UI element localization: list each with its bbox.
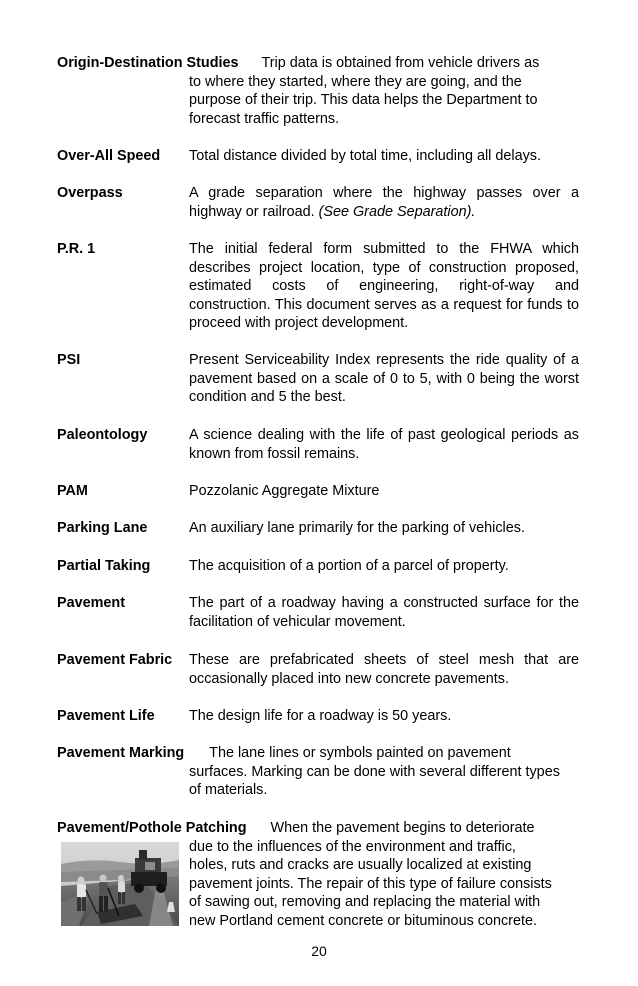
definition-line: of sawing out, removing and replacing the material with [189,894,541,910]
term: Origin-Destination Studies [57,55,239,71]
entry-pr-1 [57,240,579,333]
term: Parking Lane [57,520,148,536]
definition: These are prefabricated sheets of steel mesh that are occasionally placed into new concrete pavements. [189,652,579,687]
definition-line: of materials. [189,782,268,798]
entry-origin-destination-studies [57,54,579,128]
entry-paleontology [57,426,579,463]
entry-pavement-marking [57,744,579,800]
definition: The acquisition of a portion of a parcel of property. [189,558,509,574]
definition-line: When the pavement begins to deteriorate [270,820,535,836]
definition: An auxiliary lane primarily for the parking of vehicles. [189,520,525,536]
definition-line: Trip data is obtained from vehicle drivers as [261,55,540,71]
term: Overpass [57,185,123,201]
term: PSI [57,352,81,368]
definition: The part of a roadway having a constructed surface for the facilitation of vehicular movement. [189,595,579,630]
definition-line: to where they started, where they are going, and the [189,73,522,90]
definition: Total distance divided by total time, including all delays. [189,148,541,164]
pothole-patching-photo [61,842,179,926]
definition-line: forecast traffic patterns. [189,110,340,127]
entry-psi [57,351,579,407]
term: Pavement [57,595,125,611]
definition-line: due to the influences of the environment and traffic, [189,838,516,855]
definition: A grade separation where the highway passes over a highway or railroad. [189,185,579,220]
term: Pavement Life [57,708,155,724]
term: Pavement Marking [57,745,185,761]
entry-over-all-speed [57,147,579,166]
entry-pavement-fabric [57,651,579,688]
definition: The initial federal form submitted to the FHWA which describes project location, type of construction proposed, estimated costs of engineering, right-of-way and construction. This document serves as a request for funds to proceed with project development. [189,241,579,331]
entry-parking-lane [57,519,579,538]
definition: The design life for a roadway is 50 years. [189,708,452,724]
page-number: 20 [311,943,327,959]
definition-line: pavement joints. The repair of this type of failure consists [189,875,552,892]
term: Paleontology [57,427,148,443]
term: Pavement/Pothole Patching [57,820,247,836]
entry-pavement-life [57,707,579,726]
definition-line: new Portland cement concrete or bituminous concrete. [189,912,537,929]
entry-pam [57,482,579,501]
definition: Present Serviceability Index represents the ride quality of a pavement based on a scale of 0 to 5, with 0 being the worst condition and 5 the best. [189,352,579,405]
entry-partial-taking [57,557,579,576]
term: Pavement Fabric [57,652,173,668]
term: P.R. 1 [57,241,96,257]
term: Over-All Speed [57,148,161,164]
definition-line: holes, ruts and cracks are usually localized at existing [189,857,532,873]
entry-pavement [57,594,579,631]
entry-overpass [57,184,579,221]
definition-line: The lane lines or symbols painted on pavement [209,745,511,761]
definition: A science dealing with the life of past geological periods as known from fossil remains. [189,427,579,462]
definition-line: surfaces. Marking can be done with several different types [189,763,560,780]
definition-line: purpose of their trip. This data helps the Department to [189,92,538,108]
term: Partial Taking [57,558,151,574]
cross-reference: (See Grade Separation). [318,203,476,220]
term: PAM [57,483,88,499]
definition: Pozzolanic Aggregate Mixture [189,483,380,499]
